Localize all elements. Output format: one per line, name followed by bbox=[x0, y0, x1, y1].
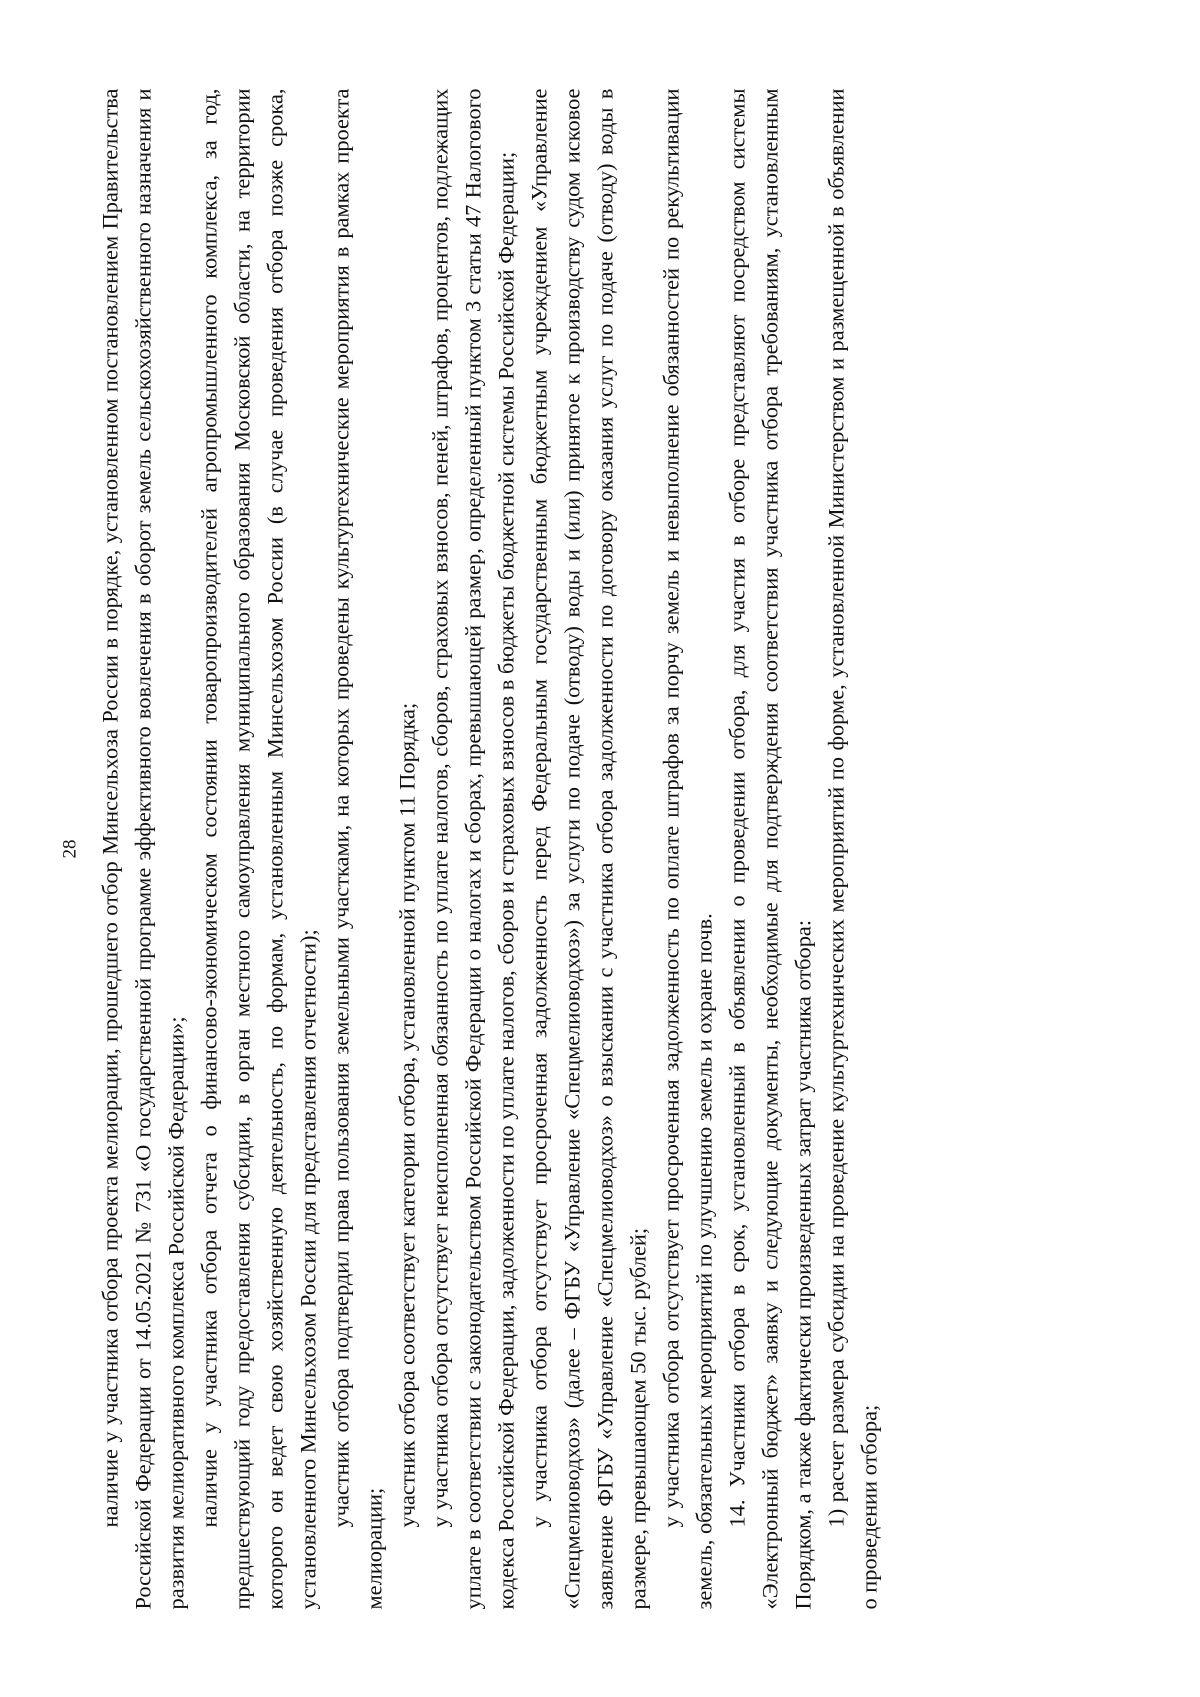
paragraph: 1) расчет размера субсидии на проведение культуртехнических мероприятий по форме, установленной Министерством и размещенной в объявлении о проведении отбора; bbox=[823, 88, 881, 1609]
paragraph: у участника отбора отсутствует неисполненная обязанность по уплате налогов, сборов, страховых взносов, пеней, штрафов, процентов, подлежащих уплате в соответствии с законодательством Российской Федерации о налогах и сборах, превышающей размер, определенный пунктом 3 статьи 47 Налогового кодекса Российской Федерации, задолженности по уплате налогов, сборов и страховых взносов в бюджеты бюджетной системы Российской Федерации; bbox=[427, 88, 518, 1609]
paragraph: у участника отбора отсутствует просроченная задолженность по оплате штрафов за порчу земель и невыполнение обязанностей по рекультивации земель, обязательных мероприятий по улучшению земель и охране почв. bbox=[658, 88, 716, 1609]
rotated-sheet bbox=[55, 46, 1145, 1651]
paragraph: участник отбора подтвердил права пользования земельными участками, на которых проведены культуртехнические мероприятия в рамках проекта мелиорации; bbox=[328, 88, 386, 1609]
page-number: 28 bbox=[59, 839, 80, 858]
paragraph: участник отбора соответствует категории отбора, установленной пунктом 11 Порядка; bbox=[394, 702, 419, 1527]
paragraph: наличие у участника отбора отчета о финансово-экономическом состоянии товаропроизводителей агропромышленного комплекса, за год, предшествующий году предоставления субсидии, в орган местного самоуправления муниципального образования Московской области, на территории которого он ведет свою хозяйственную деятельность, по формам, установленным Минсельхозом России (в случае проведения отбора позже срока, установленного Минсельхозом России для представления отчетности); bbox=[196, 88, 320, 1609]
paragraph: 14. Участники отбора в срок, установленный в объявлении о проведении отбора, для участия в отборе представляют посредством системы «Электронный бюджет» заявку и следующие документы, необходимые для подтверждения соответствия участника отбора требованиям, установленным Порядком, а также фактически произведенных затрат участника отбора: bbox=[724, 88, 815, 1609]
paragraph: наличие у участника отбора проекта мелиорации, прошедшего отбор Минсельхоза России в порядке, установленном постановлением Правительства Российской Федерации от 14.05.2021 № 731 «О государственной программе эффективного вовлечения в оборот земель сельскохозяйственного назначения и развития мелиоративного комплекса Российской Федерации»; bbox=[97, 88, 188, 1609]
paragraph: у участника отбора отсутствует просроченная задолженность перед Федеральным государственным бюджетным учреждением «Управление «Спецмелиоводхоз» (далее – ФГБУ «Управление «Спецмелиоводхоз») за услуги по подаче (отводу) воды и (или) принятое к производству судом исковое заявление ФГБУ «Управление «Спецмелиоводхоз» о взыскании с участника отбора задолженности по договору оказания услуг по подаче (отводу) воды в размере, превышающем 50 тыс. рублей; bbox=[526, 88, 650, 1609]
document-body bbox=[93, 88, 885, 1609]
